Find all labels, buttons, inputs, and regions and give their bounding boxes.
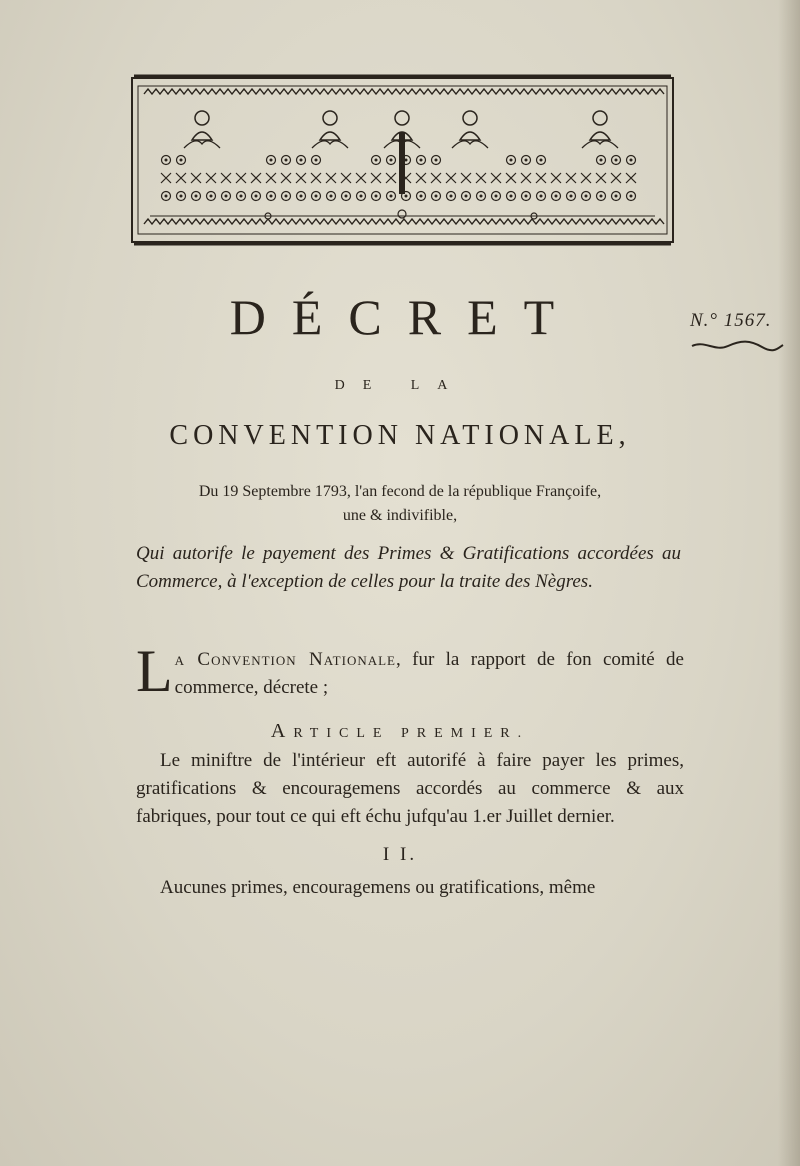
decree-summary: Qui autorife le payement des Primes & Gratifications accordées au Commerce, à l'exception de celles pour la traite des Nègres.	[136, 543, 681, 592]
convention-heading: CONVENTION NATIONALE,	[169, 420, 631, 451]
number-flourish	[690, 338, 785, 354]
decree-title: DÉCRET	[229, 289, 581, 345]
date-line	[0, 480, 800, 528]
de-la-line: DE LA	[334, 378, 466, 393]
article-1-heading-rest: RTICLE PREMIER.	[293, 726, 530, 741]
article-2-text: Aucunes primes, encouragemens ou gratifications, même	[160, 877, 596, 898]
decree-number: N.° 1567.	[690, 310, 772, 331]
article-1-heading	[0, 720, 800, 743]
date-line-2: une & indivifible,	[342, 507, 458, 524]
page-edge-shadow	[778, 0, 800, 1166]
article-2-heading: I I.	[382, 844, 418, 865]
intro-text: , fur la rapport de fon comité de commerce, décrete ;	[174, 649, 684, 698]
ornamental-header-band	[130, 74, 675, 246]
intro-smallcaps: a Convention Nationale	[174, 649, 396, 670]
intro-paragraph	[136, 638, 684, 704]
article-1-text: Le miniftre de l'intérieur eft autorifé à faire payer les primes, gratifications & encouragemens accordés au commerce & aux fabriques, pour tout ce qui eft échu jufqu'au 1.er Juillet dernier.	[136, 750, 684, 827]
article-1-heading-initial: A	[270, 720, 294, 742]
date-line-1: Du 19 Septembre 1793, l'an fecond de la république Françoife,	[198, 483, 602, 500]
drop-cap: L	[136, 638, 173, 704]
